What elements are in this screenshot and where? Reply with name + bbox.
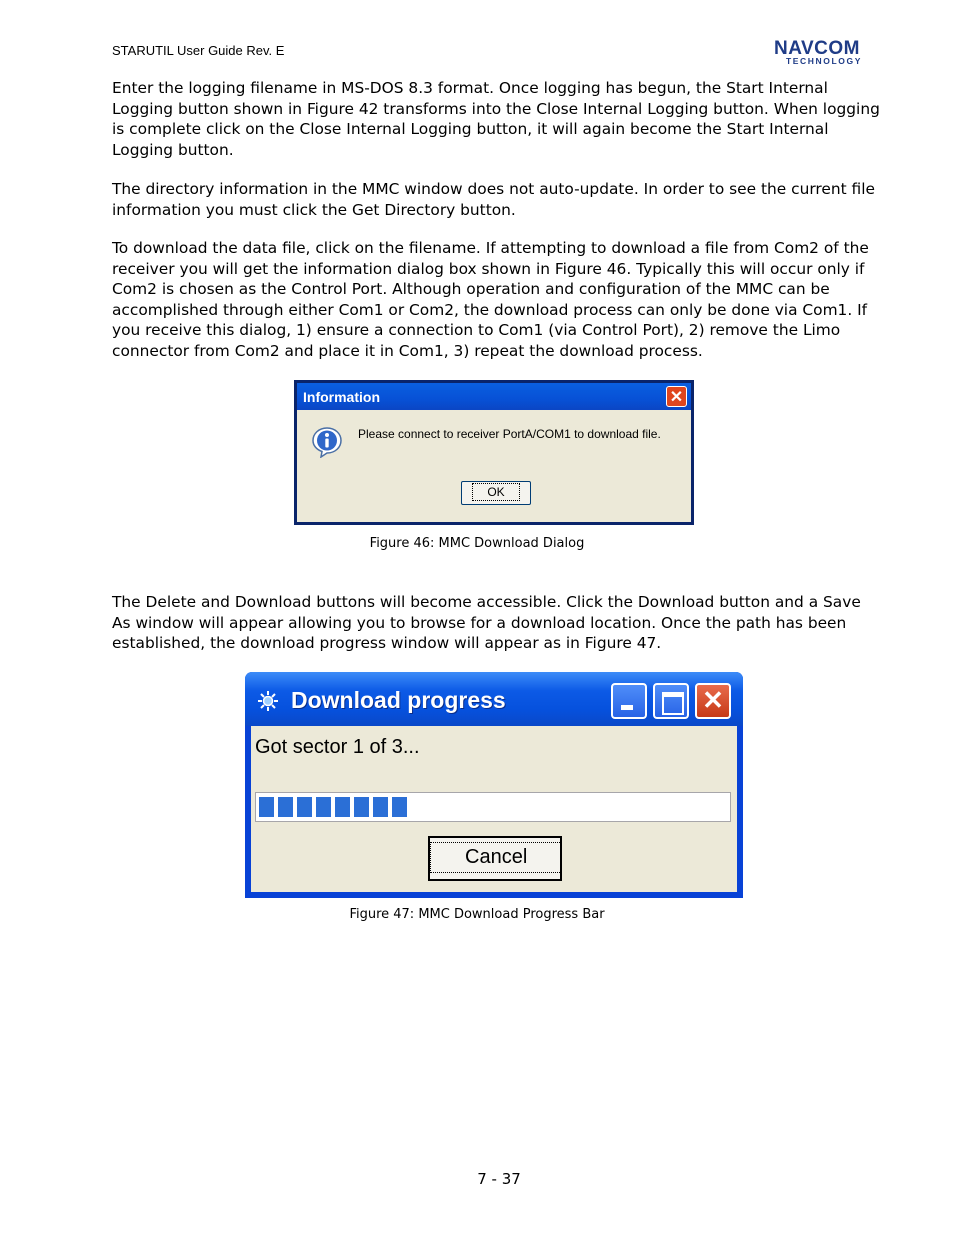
logo-main-text: NAVCOM [773,38,861,59]
information-dialog [294,380,694,525]
minimize-button[interactable] [611,683,647,719]
download-status: Got sector 1 of 3... [255,736,420,758]
information-dialog-body [297,410,691,522]
document-title: STARUTIL User Guide Rev. E [112,43,285,58]
cancel-button[interactable] [428,836,562,881]
close-icon: ✕ [702,685,724,715]
paragraph-download: To download the data file, click on the filename. If attempting to download a file from Com2 of the receiver you will get the information dialog box shown in Figure 46. Typically this will occur only if Com2 is chosen as the Control Port. Although operation and configuration of the MMC can be accomplished through either Com1 or Com2, the download process can only be done via Com1. If you receive this dialog, 1) ensure a connection to Com1 (via Control Port), 2) remove the Limo connector from Com2 and place it in Com1, 3) repeat the download process. [112,239,869,360]
minimize-icon [621,705,633,710]
figure-47-caption: Figure 47: MMC Download Progress Bar [349,907,605,922]
download-progress-title: Download progress [291,687,506,713]
download-progress-bar [255,792,731,822]
navcom-logo [757,40,877,66]
cancel-button-label: Cancel [430,842,562,873]
progress-bar-fill [259,797,407,817]
paragraph-save-as: The Delete and Download buttons will become accessible. Click the Download button and a Save As window will appear allowing you to browse for a download location. Once the path has been established, the download progress window will appear as in Figure 47. [112,593,861,652]
close-button[interactable] [666,386,687,407]
paragraph-logging: Enter the logging filename in MS-DOS 8.3 format. Once logging has begun, the Start Internal Logging button shown in Figure 42 transforms into the Close Internal Logging button. When logging is complete click on the Close Internal Logging button, it will again become the Start Internal Logging button. [112,79,880,159]
maximize-button[interactable] [653,683,689,719]
logo-sub-text: TECHNOLOGY [786,56,862,66]
download-progress-body [251,726,737,892]
ok-button-label: OK [472,483,519,501]
information-message: Please connect to receiver PortA/COM1 to download file. [358,427,661,441]
close-icon: ✕ [669,389,684,406]
information-dialog-title: Information [303,389,380,405]
figure-46-caption: Figure 46: MMC Download Dialog [369,536,585,551]
page-number: 7 - 37 [477,1170,521,1188]
window-close-button[interactable] [695,683,731,719]
information-dialog-titlebar[interactable] [297,383,691,410]
paragraph-directory: The directory information in the MMC window does not auto-update. In order to see the current file information you must click the Get Directory button. [112,180,875,219]
ok-button[interactable] [461,481,531,505]
download-progress-titlebar[interactable] [245,672,743,726]
sun-icon [257,690,279,712]
info-icon [311,426,343,458]
download-progress-window [245,672,743,898]
maximize-icon [662,692,684,715]
